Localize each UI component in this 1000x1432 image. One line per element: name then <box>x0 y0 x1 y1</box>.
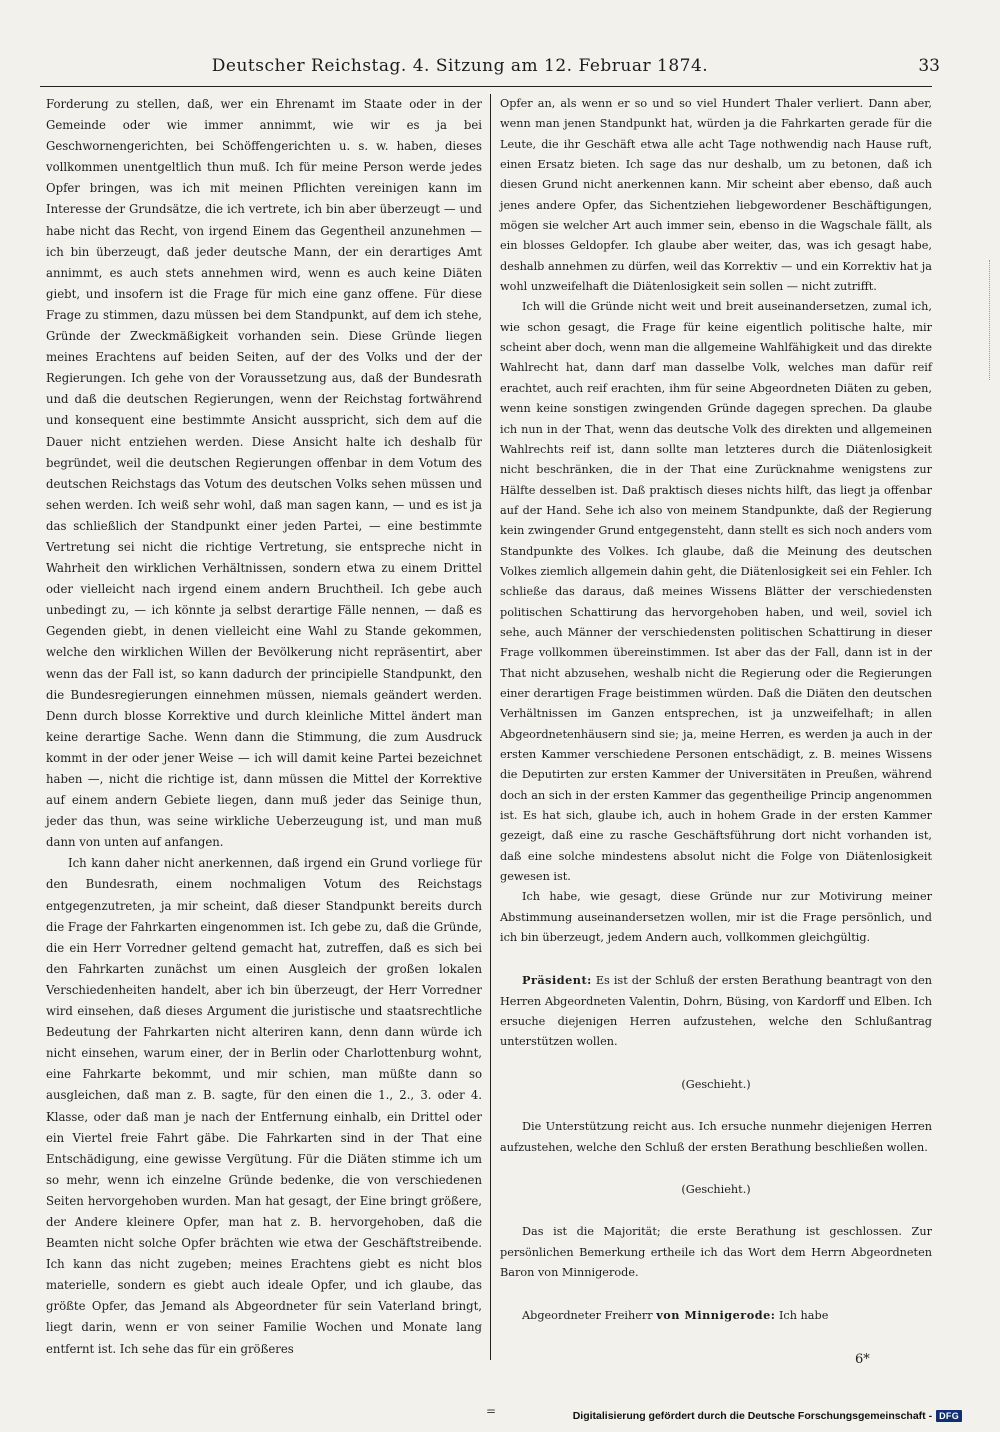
right-paragraph-5: Das ist die Majorität; die erste Berathung ist geschlossen. Zur persönlichen Bemerkung ertheile ich das Wort dem Herrn Abgeordneten Baron von Minnigerode. <box>500 1225 932 1279</box>
president-speech <box>500 970 932 1052</box>
left-paragraph-1: Forderung zu stellen, daß, wer ein Ehrenamt im Staate oder in der Gemeinde oder wie immer annimmt, wie wir es ja bei Geschwornengerichten, bei Schöffengerichten u. s. w. haben, dieses vollkommen unentgeltlich thun muß. Ich für meine Person werde jedes Opfer bringen, was ich mit meinen Pflichten vereinigen kann im Interesse der Grundsätze, die ich vertrete, ich bin aber überzeugt — und habe nicht das Recht, von irgend Einem das Gegentheil anzunehmen — ich bin überzeugt, daß jeder deutsche Mann, der ein derartiges Amt annimmt, es auch stets annehmen wird, wenn es auch keine Diäten giebt, und insofern ist die Frage für mich eine ganz offene. Für diese Frage zu stimmen, dazu müssen bei dem Standpunkt, auf dem ich stehe, Gründe der Zweckmäßigkeit vorhanden sein. Diese Gründe liegen meines Erachtens auf beiden Seiten, auf der des Volks und der der Regierungen. Ich gehe von der Voraussetzung aus, daß der Bundesrath und daß die deutschen Regierungen, wenn der Reichstag fortwährend und konsequent eine bestimmte Ansicht ausspricht, sich dem auf die Dauer nicht entziehen werden. Diese Ansicht halte ich deshalb für begründet, weil die deutschen Regierungen offenbar in dem Votum des deutschen Reichstags das Votum des deutschen Volks sehen müssen und sehen werden. Ich weiß sehr wohl, daß man sagen kann, — und es ist ja das schließlich der Standpunkt einer jeden Partei, — eine bestimmte Vertretung sei nicht die richtige Vertretung, sie entspreche nicht in Wahrheit den wirklichen Verhältnissen, sondern etwa zu einem Drittel oder vielleicht nach irgend einem andern Bruchtheil. Ich gebe auch unbedingt zu, — ich könnte ja selbst derartige Fälle nennen, — daß es Gegenden giebt, in denen vielleicht eine Wahl zu Stande gekommen, welche den wirklichen Willen der Bevölkerung nicht repräsentirt, aber wenn das der Fall ist, so kann dadurch der principielle Standpunkt, den die Bundesregierungen einnehmen müssen, niemals geändert werden. Denn durch blosse Korrektive und durch kleinliche Mittel ändert man keine derartige Sache. Wenn dann die Stimmung, die zum Ausdruck kommt in der oder jener Weise — ich will damit keine Partei bezeichnet haben —, nicht die richtige ist, dann müssen die Mittel der Korrektive auf einem andern Gebiete liegen, dann muß jeder das Seinige thun, jeder das thun, was seine wirkliche Ueberzeugung ist, und man muß dann von unten auf anfangen. <box>46 97 482 850</box>
dfg-logo-icon: DFG <box>936 1410 962 1422</box>
left-paragraph-2: Ich kann daher nicht anerkennen, daß irgend ein Grund vorliege für den Bundesrath, einem nochmaligen Votum des Reichstags entgegenzutreten, ja mir scheint, daß dieser Standpunkt bereits durch die Frage der Fahrkarten eingenommen ist. Ich gebe zu, daß die Gründe, die ein Herr Vorredner geltend gemacht hat, zutreffen, daß es sich bei den Fahrkarten zunächst um einen Ausgleich der großen lokalen Verschiedenheiten handelt, aber ich bin überzeugt, der Herr Vorredner wird einsehen, daß dieses Argument die juristische und staatsrechtliche Bedeutung der Fahrkarten nicht alteriren kann, denn dann würde ich nicht einsehen, warum einer, der in Berlin oder Charlottenburg wohnt, eine Fahrkarte bekommt, und mir schien, man müßte dann so ausgleichen, daß man z. B. sagte, für den einen die 1., 2., 3. oder 4. Klasse, oder daß man je nach der Entfernung einhalb, ein Drittel oder ein Viertel freie Fahrt gäbe. Die Fahrkarten sind in der That eine Entschädigung, eine gewisse Vergütung. Für die Diäten stimme ich um so mehr, wenn ich einzelne Gründe bedenke, die von verschiedenen Seiten hervorgehoben wurden. Man hat gesagt, der Eine bringt größere, der Andere kleinere Opfer, man hat z. B. hervorgehoben, daß die Beamten nicht solche Opfer brächten wie etwa der Geschäftstreibende. Ich kann das nicht zugeben; meines Erachtens giebt es nicht blos materielle, sondern es giebt auch ideale Opfer, und ich glaube, das größte Opfer, das Jemand als Abgeordneter für sein Vaterland bringt, liegt darin, wenn er von seiner Familie Wochen und Monate lang entfernt ist. Ich sehe das für ein größeres <box>46 856 482 1356</box>
credit-text: Digitalisierung gefördert durch die Deutsche Forschungsgemeinschaft - <box>572 1410 933 1422</box>
sheet-signature: 6* <box>855 1352 870 1367</box>
digitization-credit <box>573 1408 962 1424</box>
page-header <box>40 56 940 84</box>
right-paragraph-3: Ich habe, wie gesagt, diese Gründe nur zur Motivirung meiner Abstimmung auseinandersetzen wollen, mir ist die Frage persönlich, und ich bin überzeugt, jedem Andern auch, vollkommen gleichgültig. <box>500 890 932 945</box>
scan-edge-marks <box>989 260 1000 380</box>
column-divider <box>490 94 491 1360</box>
page-number: 33 <box>918 56 940 76</box>
header-rule <box>40 86 932 87</box>
right-paragraph-4: Die Unterstützung reicht aus. Ich ersuche nunmehr diejenigen Herren aufzustehen, welche den Schluß der ersten Berathung beschließen wollen. <box>500 1120 932 1154</box>
minnigerode-speech <box>500 1305 932 1326</box>
speaker-name: von Minnigerode: <box>656 1308 776 1323</box>
speaker-prefix: Abgeordneter Freiherr <box>522 1309 653 1323</box>
speaker-label-president: Präsident: <box>522 973 592 988</box>
right-paragraph-1: Opfer an, als wenn er so und so viel Hundert Thaler verliert. Dann aber, wenn man jenen Standpunkt hat, würden ja die Fahrkarten gerade für die Leute, die ihr Geschäft etwa alle acht Tage nothwendig nach Hause ruft, einen Ersatz bieten. Ich sage das nur deshalb, um zu betonen, daß ich diesen Grund nicht anerkennen kann. Mir scheint aber ebenso, daß auch jenes andere Opfer, das Sichentziehen liebgewordener Beschäftigungen, mögen sie welcher Art auch immer sein, ebenso in die Wagschale fällt, als ein blosses Geldopfer. Ich glaube aber weiter, das, was ich gesagt habe, deshalb annehmen zu dürfen, weil das Korrektiv — und ein Korrektiv hat ja wohl unzweifelhaft die Diätenlosigkeit sein sollen — nicht zutrifft. <box>500 97 932 294</box>
right-paragraph-2: Ich will die Gründe nicht weit und breit auseinandersetzen, zumal ich, wie schon gesagt, die Frage für keine eigentlich politische halte, mir scheint aber doch, wenn man die allgemeine Wahlfähigkeit und das direkte Wahlrecht hat, dann darf man dasselbe Volk, welches man dafür reif erachtet, auch reif erachten, ihm für seine Abgeordneten Diäten zu geben, wenn keine sonstigen zwingenden Gründe dagegen sprechen. Da glaube ich nun in der That, wenn das deutsche Volk des direkten und allgemeinen Wahlrechts reif ist, dann sollte man letzteres durch die Diätenlosigkeit nicht beschränken, die in der That eine Zurücknahme wenigstens zur Hälfte desselben ist. Daß praktisch dieses nichts hilft, das liegt ja offenbar auf der Hand. Sehe ich also von meinem Standpunkte, daß der Regierung kein zwingender Grund entgegensteht, dann stellt es sich noch anders vom Standpunkte des Volkes. Ich glaube, daß die Meinung des deutschen Volkes ziemlich allgemein dahin geht, die Diätenlosigkeit sei ein Fehler. Ich schließe das daraus, daß meines Wissens Blätter der verschiedensten politischen Schattirung das hervorgehoben haben, und weil, soviel ich sehe, auch Männer der verschiedensten politischen Schattirung in dieser Frage vollkommen übereinstimmen. Ist aber das der Fall, dann ist in der That nicht abzusehen, weshalb nicht die Regierung oder die Regierungen einer derartigen Frage beistimmen würden. Daß die Diäten den deutschen Verhältnissen im Ganzen entsprechen, ist ja unzweifelhaft; in allen Abgeordnetenhäusern sind sie; ja, meine Herren, es werden ja auch in der ersten Kammer verschiedene Personen entschädigt, z. B. meines Wissens die Deputirten zur ersten Kammer der Universitäten in Preußen, während doch an sich in der ersten Kammer das gegentheilige Princip angenommen ist. Es hat sich, glaube ich, auch in hohem Grade in der ersten Kammer gezeigt, daß eine zu rasche Geschäftsführung dort nicht vorhanden ist, daß eine solche mindestens absolut nicht die Folge von Diätenlosigkeit gewesen ist. <box>500 300 932 884</box>
speaker-text: Ich habe <box>778 1309 829 1323</box>
stage-direction-1: (Geschieht.) <box>681 1077 751 1091</box>
left-column <box>46 94 482 1360</box>
bottom-mark: = <box>486 1404 497 1418</box>
right-column <box>500 94 932 1327</box>
stage-direction-2: (Geschieht.) <box>681 1182 751 1196</box>
running-title: Deutscher Reichstag. 4. Sitzung am 12. Februar 1874. <box>211 56 709 76</box>
president-text: Es ist der Schluß der ersten Berathung beantragt von den Herren Abgeordneten Valentin, Dohrn, Büsing, von Kardorff und Elben. Ich ersuche diejenigen Herren aufzustehen, welche den Schlußantrag unterstützen wollen. <box>500 974 933 1049</box>
